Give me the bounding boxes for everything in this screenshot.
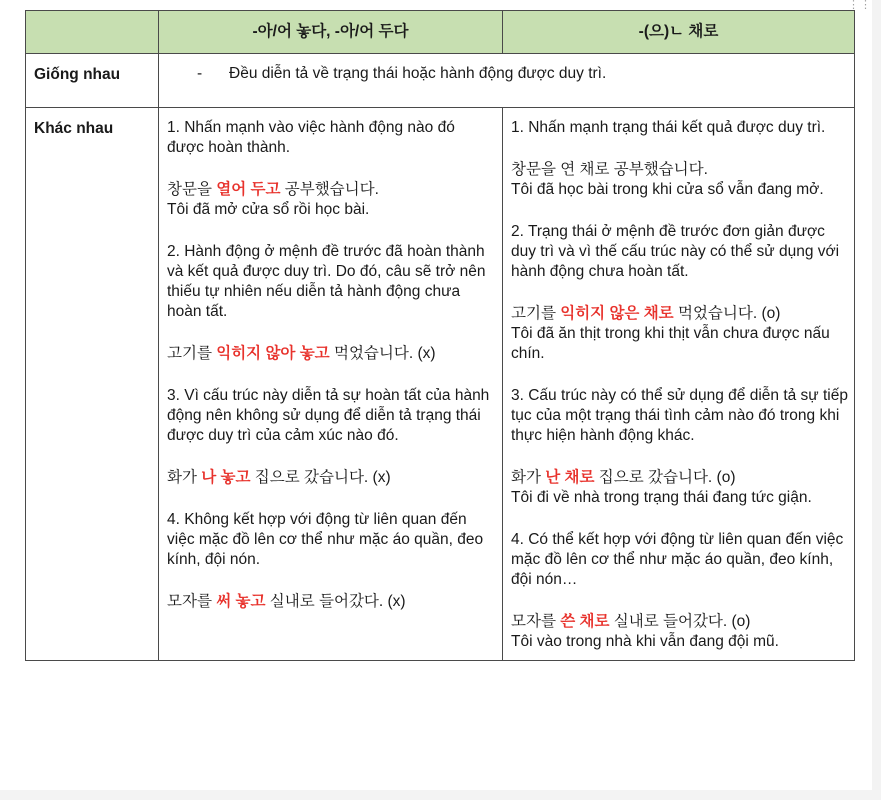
similarity-text: Đều diễn tả về trạng thái hoặc hành động được duy trì. (229, 65, 607, 82)
example-translation: Tôi đã ăn thịt trong khi thịt vẫn chưa được nấu chín. (511, 325, 830, 362)
col-b-point-1: 1. Nhấn mạnh trạng thái kết quả được duy trì. (511, 119, 826, 136)
col-b-point-3: 3. Cấu trúc này có thể sử dụng để diễn tả sự tiếp tục của một trạng thái tình cảm nào đó trong khi thực hiện hành động khác. (511, 387, 848, 444)
example-text: 집으로 갔습니다. (o) (594, 469, 736, 486)
difference-col-b (503, 108, 855, 661)
example-text: 화가 (511, 469, 546, 486)
header-empty-cell (26, 11, 159, 54)
example-text: 고기를 (511, 305, 561, 322)
example-translation: Tôi vào trong nhà khi vẫn đang đội mũ. (511, 633, 779, 650)
col-b-example-4 (511, 612, 848, 652)
similarity-row (26, 54, 855, 108)
example-text: 실내로 들어갔다. (o) (609, 613, 751, 630)
example-text: 모자를 (167, 593, 217, 610)
difference-row (26, 108, 855, 661)
similarity-text-cell (159, 54, 855, 108)
col-b-point-2: 2. Trạng thái ở mệnh đề trước đơn giản được duy trì và vì thế cấu trúc này có thể sử dụng với hành động chưa hoàn tất. (511, 223, 840, 280)
col-b-example-2 (511, 304, 848, 364)
example-translation: Tôi đi về nhà trong trạng thái đang tức giận. (511, 489, 812, 506)
example-text: 고기를 (167, 345, 217, 362)
highlight-text: 쓴 채로 (560, 613, 610, 630)
example-text: 실내로 들어갔다. (x) (265, 593, 406, 610)
example-text: 화가 (167, 469, 202, 486)
comparison-table (25, 10, 855, 661)
col-a-point-1: 1. Nhấn mạnh vào việc hành động nào đó được hoàn thành. (167, 119, 455, 156)
example-text: 먹었습니다. (o) (673, 305, 781, 322)
col-a-example-3 (167, 468, 496, 488)
header-col-b: -(으)ㄴ 채로 (503, 11, 855, 54)
col-a-example-2 (167, 344, 496, 364)
example-text: 창문을 연 채로 공부했습니다. (511, 161, 708, 178)
col-a-example-1 (167, 180, 496, 220)
drag-handle-icon[interactable]: ⋮⋮ (848, 0, 872, 11)
bullet-dash: - (197, 65, 203, 82)
col-a-point-3: 3. Vì cấu trúc này diễn tả sự hoàn tất của hành động nên không sử dụng để diễn tả trạng thái được duy trì của cảm xúc nào đó. (167, 387, 490, 444)
col-a-example-4 (167, 592, 496, 612)
difference-label: Khác nhau (26, 108, 159, 661)
highlight-text: 써 놓고 (216, 593, 266, 610)
highlight-text: 난 채로 (545, 469, 595, 486)
col-a-point-2: 2. Hành động ở mệnh đề trước đã hoàn thành và kết quả được duy trì. Do đó, câu sẽ trở nên thiếu tự nhiên nếu diễn tả hành động chưa hoàn tất. (167, 243, 486, 320)
header-col-a: -아/어 놓다, -아/어 두다 (159, 11, 503, 54)
header-row (26, 11, 855, 54)
highlight-text: 나 놓고 (201, 469, 251, 486)
example-translation: Tôi đã mở cửa sổ rồi học bài. (167, 201, 370, 218)
example-text: 먹었습니다. (x) (329, 345, 436, 362)
similarity-label: Giống nhau (26, 54, 159, 108)
example-text: 집으로 갔습니다. (x) (250, 469, 391, 486)
highlight-text: 열어 두고 (216, 181, 281, 198)
highlight-text: 익히지 않은 채로 (560, 305, 674, 322)
col-b-example-1 (511, 160, 848, 200)
example-text: 창문을 (167, 181, 217, 198)
col-b-point-4: 4. Có thể kết hợp với động từ liên quan đến việc mặc đồ lên cơ thể như mặc áo quần, đeo kính, đội nón… (511, 531, 844, 588)
difference-col-a (159, 108, 503, 661)
example-text: 공부했습니다. (280, 181, 379, 198)
col-b-example-3 (511, 468, 848, 508)
highlight-text: 익히지 않아 놓고 (216, 345, 330, 362)
col-a-point-4: 4. Không kết hợp với động từ liên quan đến việc mặc đồ lên cơ thể như mặc áo quần, đeo kính, đội nón. (167, 511, 484, 568)
example-text: 모자를 (511, 613, 561, 630)
example-translation: Tôi đã học bài trong khi cửa sổ vẫn đang mở. (511, 181, 824, 198)
